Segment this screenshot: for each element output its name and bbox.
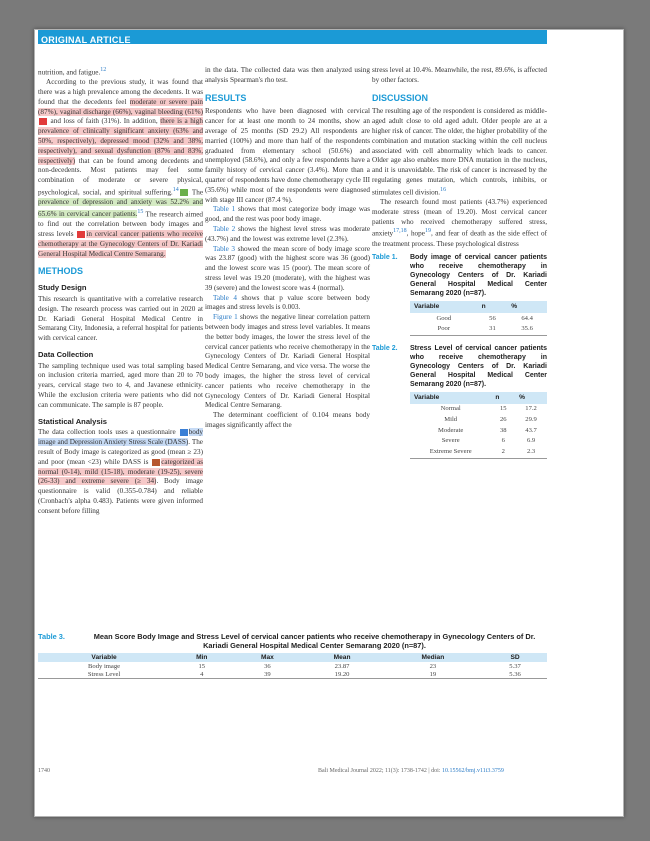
highlight-red[interactable]: categorized as normal (0-14), mild (15-18), moderate (19-25), severe (26-33) and extreme severe (≥ 34) xyxy=(38,457,203,486)
table-row: Normal 15 17.2 xyxy=(440,405,537,413)
paragraph: stress level at 10.4%. Meanwhile, the rest, 89.6%, is affected by other factors. xyxy=(372,66,547,84)
paragraph: The sampling technique used was total sampling based on inclusion criteria married, aged more than 20 to 70 years, cervical stage two to 4, and Javanese ethnicity. While the exclusion criteria were patients who did not can communicate. The sample is 87 people. xyxy=(38,361,203,409)
methods-heading: METHODS xyxy=(38,266,83,277)
table-row: Extreme Severe 2 2.3 xyxy=(410,447,547,458)
table-3-caption: Table 3. Mean Score Body Image and Stress Level of cervical cancer patients who receive chemotherapy in Gynecology Centers of Dr. Kariadi General Hospital Medical Center Semarang 2020 (n=87). xyxy=(38,632,536,650)
table-1-caption: Table 1. Body image of cervical cancer patients who receive chemotherapy in Gynecology Centers of Dr. Kariadi General Hospital Medical Center Semarang 2020 (n=87). xyxy=(372,254,547,298)
table-header: n xyxy=(478,301,508,313)
results-heading: RESULTS xyxy=(205,92,247,103)
paragraph: Table 2 shows the highest level stress was moderate (43.7%) and the lowest was extreme level (2.3%). xyxy=(205,224,371,243)
table-header: Variable xyxy=(410,392,491,404)
table-row: Good 56 64.4 xyxy=(436,314,533,322)
study-design-heading: Study Design xyxy=(38,283,87,293)
table-row: Poor 31 35.6 xyxy=(410,324,547,335)
annotation-marker-icon[interactable] xyxy=(152,459,160,466)
column-right xyxy=(372,66,547,459)
highlight-red[interactable]: there is a high prevalence of clinically significant anxiety (63% and 50%, respectively), depressed mood (32% and 38%, respectively), and sexual dysfunction (87% and 83%, respectively) xyxy=(38,117,203,165)
column-left xyxy=(38,66,203,517)
paragraph: Respondents who have been diagnosed with cervical cancer for at least one month to 24 months, show an average of 25 months (SD 29.2) All respondents are married (100%) and more than half of the respondents graduated from elementary school (50.6%) and unemployed (58.6%), and only a few respondents have a family history of cervical cancer (3.4%). More than a quarter of respondents have done chemotherapy cycle III (35.6%) while most of the respondents were diagnosed with stage III cancer (87.4 %). xyxy=(205,107,370,204)
table-row: Stress Level 4 39 19.20 19 5.36 xyxy=(38,670,547,679)
paragraph: The research found most patients (43.7%) experienced moderate stress (mean of 19.20). Most cervical cancer patients who received chemotherapy suffered stress, anxiety$^{17,18}$, hope$^{19}$, and fear of death as the side effect of the treatment process. These psychological distress xyxy=(372,197,547,248)
table-row: Body image 15 36 23.87 23 5.37 xyxy=(88,662,521,670)
table-4-link[interactable]: Table 4 xyxy=(213,293,237,302)
section-header-bar xyxy=(38,30,547,44)
paragraph: According to the previous study, it was found that there was a high prevalence among the decedents. It was found that the decedents feel moderate or severe pain (87%), vaginal discharge (66%), vaginal bleeding (61%) and loss of faith (31%). In addition, there is a high prevalence of clinically significant anxiety (63% and 50%, respectively), depressed mood (32% and 38%, respectively), and sexual dysfunction (87% and 83%, respectively) that can be found among decedents and non-decedents. Most patients may feel some combination of moderate or severe physical, psychological, social, and spiritual suffering.$^{14}$ The prevalence of depression and anxiety was 52.2% and 65.6% in cervical cancer patients.$^{15}$ The research aimed to find out the correlation between body images and stress levels in cervical cancer patients who receive chemotherapy at the Gynecology Centers of Dr. Kariadi General Hospital Medical Centre Semarang. xyxy=(38,78,204,258)
statistical-analysis-heading: Statistical Analysis xyxy=(38,416,107,426)
table-header: Median xyxy=(383,653,483,662)
table-2-caption: Table 2. Stress Level of cervical cancer patients who receive chemotherapy in Gynecology Centers of Dr. Kariadi General Hospital Medical Center Semarang 2020 (n=87). xyxy=(372,344,547,388)
table-header: Min xyxy=(170,653,233,662)
annotation-marker-icon[interactable] xyxy=(180,429,188,436)
highlight-green[interactable]: prevalence of depression and anxiety was 52.2% and 65.6% in cervical cancer patients. xyxy=(38,198,203,219)
paragraph: The determinant coefficient of 0.104 means body images significantly affect the xyxy=(205,411,370,429)
page-number: 1740 xyxy=(38,768,50,774)
doi-link[interactable]: 10.15562/bmj.v11i3.3759 xyxy=(441,768,504,774)
annotation-marker-icon[interactable] xyxy=(39,118,47,125)
table-1-link[interactable]: Table 1 xyxy=(213,205,236,214)
figure-1-link[interactable]: Figure 1 xyxy=(213,313,238,322)
table-1 xyxy=(410,301,547,335)
paragraph: nutrition, and fatigue.$^{12}$ xyxy=(38,67,107,77)
highlight-blue[interactable]: body image and Depression Anxiety Stress Scale (DASS) xyxy=(38,428,203,447)
annotation-marker-icon[interactable] xyxy=(180,189,188,196)
table-3 xyxy=(38,653,547,679)
paragraph: The data collection tools uses a questionnaire body image and Depression Anxiety Stress Scale (DASS). The result of Body image is categorized as good (mean ≥ 23) and poor (mean <23) while DASS is categorized as normal (0-14), mild (15-18), moderate (19-25), severe (26-33) and extreme severe (≥ 34). Body image questionnaire is valid (0.355-0.784) and reliable (Cronbach's alpha 0.483). Patients were given informed consent before filling xyxy=(38,428,204,515)
table-header: Mean xyxy=(301,653,382,662)
table-header: Max xyxy=(233,653,301,662)
footer-citation: Bali Medical Journal 2022; 11(3): 1738-1742 | doi: 10.15562/bmj.v11i3.3759 xyxy=(318,768,504,774)
paragraph: This research is quantitative with a correlative research design. The research process was carried out in 2020 at Dr. Kariadi General Hospital Medical Centre in Semarang City, Indonesia, a referral hospital for patients with cervical cancer. xyxy=(38,294,203,343)
table-row: Moderate 38 43.7 xyxy=(438,426,537,434)
table-2-link[interactable]: Table 2 xyxy=(213,224,236,233)
table-2 xyxy=(410,392,547,459)
discussion-heading: DISCUSSION xyxy=(372,92,429,103)
paragraph: The resulting age of the respondent is considered as middle-aged adult close to old aged adult. Older people are at a higher risk of cancer. The older, the higher probability of the combination and mutation stacking within the cell nucleus associated with cell abnormality which leads to cancer. Older age also enables more DNA mutation in the nucleus, and it is unavoidable. The risk of cancer is increased by the regulating genes mutation, which controls, inhibits, or stimulates cell division.$^{16}$ xyxy=(372,107,547,197)
table-header: n xyxy=(491,392,515,404)
paragraph: Table 4 shows that p value score between body images and stress levels is 0.003. xyxy=(205,293,371,312)
section-label: ORIGINAL ARTICLE xyxy=(41,35,131,45)
paragraph: Figure 1 shows the negative linear correlation pattern between body images and stress level variables. It means the better body images, the lower the stress level of the cervical cancer patients who receive chemotherapy in the Gynecology Centers of Dr. Kariadi General Hospital Medical Centre Semarang, and vice versa. The worse the body images, the higher the stress level of cervical cancer patients who receive chemotherapy in the Gynecology Centers of Dr. Kariadi General Hospital Medical Centre Semarang. xyxy=(205,313,371,410)
paragraph: Table 1 shows that most categorize body image was good, and the rest was poor body image. xyxy=(205,205,371,224)
table-header: % xyxy=(507,301,547,313)
column-middle xyxy=(205,66,370,431)
table-row: Severe 6 6.9 xyxy=(441,437,536,445)
paragraph: Table 3 showed the mean score of body image score was 23.87 (good) with the highest score was 36 (good) and the lowest score was 15 (poor). The mean score of stress level was 19.20 (moderate), with the highest was 39 (severe) and the lowest score was 4 (normal). xyxy=(205,244,371,292)
highlight-red[interactable]: moderate or severe pain (87%), vaginal discharge (66%), vaginal bleeding (61%) xyxy=(38,97,203,116)
paragraph: in the data. The collected data was then analyzed using analysis Spearman's rho test. xyxy=(205,66,370,84)
table-header: Variable xyxy=(410,301,478,313)
annotation-marker-icon[interactable] xyxy=(77,231,85,238)
table-row: Mild 26 29.9 xyxy=(444,415,537,423)
highlight-red[interactable]: in cervical cancer patients who receive chemotherapy at the Gynecology Centers of Dr. Kariadi General Hospital Medical Centre Semarang. xyxy=(38,229,203,258)
table-3-block xyxy=(38,628,547,679)
table-header: Variable xyxy=(38,653,170,662)
data-collection-heading: Data Collection xyxy=(38,349,94,359)
table-3-link[interactable]: Table 3 xyxy=(213,244,236,253)
table-header: SD xyxy=(483,653,547,662)
table-header: % xyxy=(515,392,547,404)
